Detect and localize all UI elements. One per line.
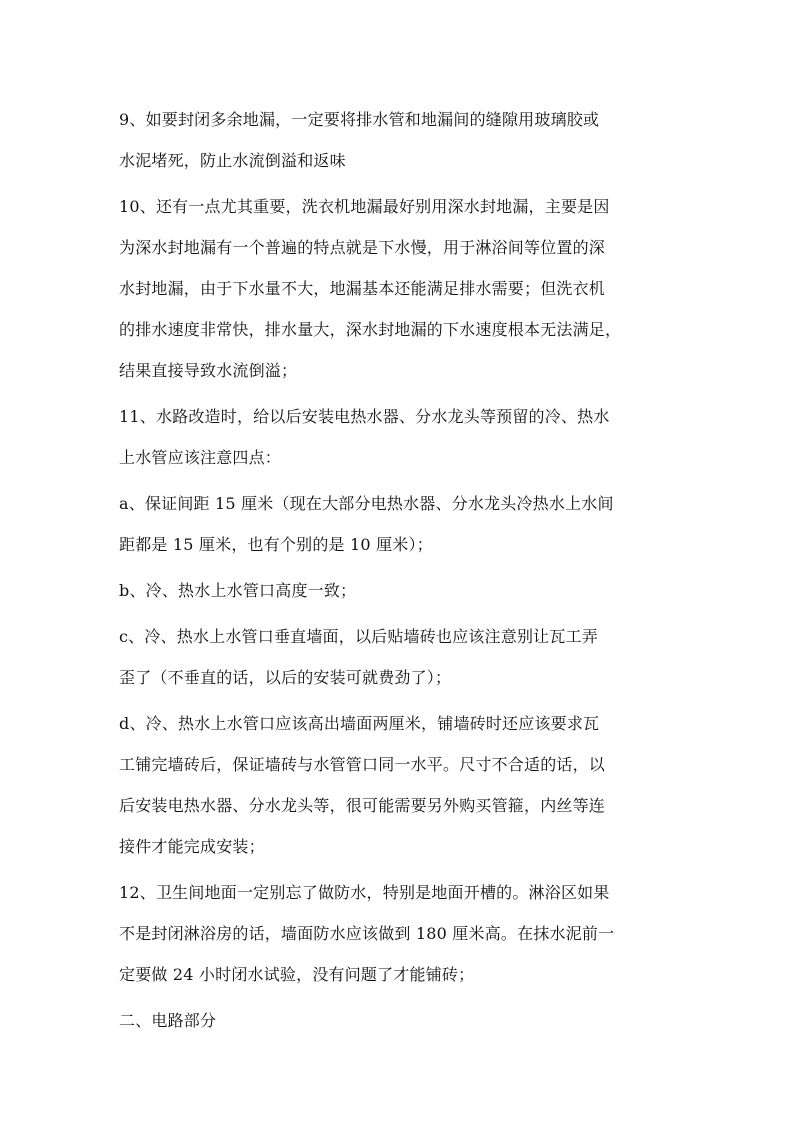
text-line: 9、如要封闭多余地漏，一定要将排水管和地漏间的缝隙用玻璃胶或 — [119, 110, 600, 129]
text-line: b、冷、热水上水管口高度一致； — [119, 581, 357, 600]
text-line: c、冷、热水上水管口垂直墙面，以后贴墙砖也应该注意别让瓦工弄 — [119, 627, 598, 646]
text-line: 10、还有一点尤其重要，洗衣机地漏最好别用深水封地漏，主要是因 — [119, 197, 610, 216]
text-line: 水泥堵死，防止水流倒溢和返味 — [119, 151, 346, 170]
paragraph-10 — [119, 186, 675, 391]
text-line: 水封地漏，由于下水量不大，地漏基本还能满足排水需要；但洗衣机 — [119, 279, 606, 298]
text-line: 结果直接导致水流倒溢； — [119, 361, 298, 380]
text-line: 工铺完墙砖后，保证墙砖与水管管口同一水平。尺寸不合适的话，以 — [119, 755, 606, 774]
text-line: d、冷、热水上水管口应该高出墙面两厘米，铺墙砖时还应该要求瓦 — [119, 714, 600, 733]
text-line: 11、水路改造时，给以后安装电热水器、分水龙头等预留的冷、热水 — [119, 407, 610, 426]
section-heading — [119, 1000, 675, 1041]
text-line: 后安装电热水器、分水龙头等，很可能需要另外购买管箍，内丝等连 — [119, 796, 606, 815]
text-line: 的排水速度非常快，排水量大，深水封地漏的下水速度根本无法满足， — [119, 320, 622, 339]
paragraph-11 — [119, 396, 675, 478]
heading-text: 二、电路部分 — [119, 1011, 217, 1030]
text-line: a、保证间距 15 厘米（现在大部分电热水器、分水龙头冷热水上水间 — [119, 494, 614, 513]
paragraph-12 — [119, 872, 675, 995]
paragraph-9 — [119, 99, 675, 181]
text-line: 为深水封地漏有一个普遍的特点就是下水慢，用于淋浴间等位置的深 — [119, 238, 606, 257]
paragraph-d — [119, 703, 675, 867]
text-line: 上水管应该注意四点： — [119, 448, 282, 467]
paragraph-b — [119, 570, 675, 611]
text-line: 距都是 15 厘米，也有个别的是 10 厘米）； — [119, 535, 433, 554]
text-line: 不是封闭淋浴房的话，墙面防水应该做到 180 厘米高。在抹水泥前一 — [119, 924, 615, 943]
paragraph-a — [119, 483, 675, 565]
document-body — [119, 99, 675, 1046]
text-line: 歪了（不垂直的话，以后的安装可就费劲了）； — [119, 668, 452, 687]
text-line: 12、卫生间地面一定别忘了做防水，特别是地面开槽的。淋浴区如果 — [119, 883, 610, 902]
paragraph-c — [119, 616, 675, 698]
text-line: 接件才能完成安装； — [119, 837, 265, 856]
text-line: 定要做 24 小时闭水试验，没有问题了才能铺砖； — [119, 965, 475, 984]
